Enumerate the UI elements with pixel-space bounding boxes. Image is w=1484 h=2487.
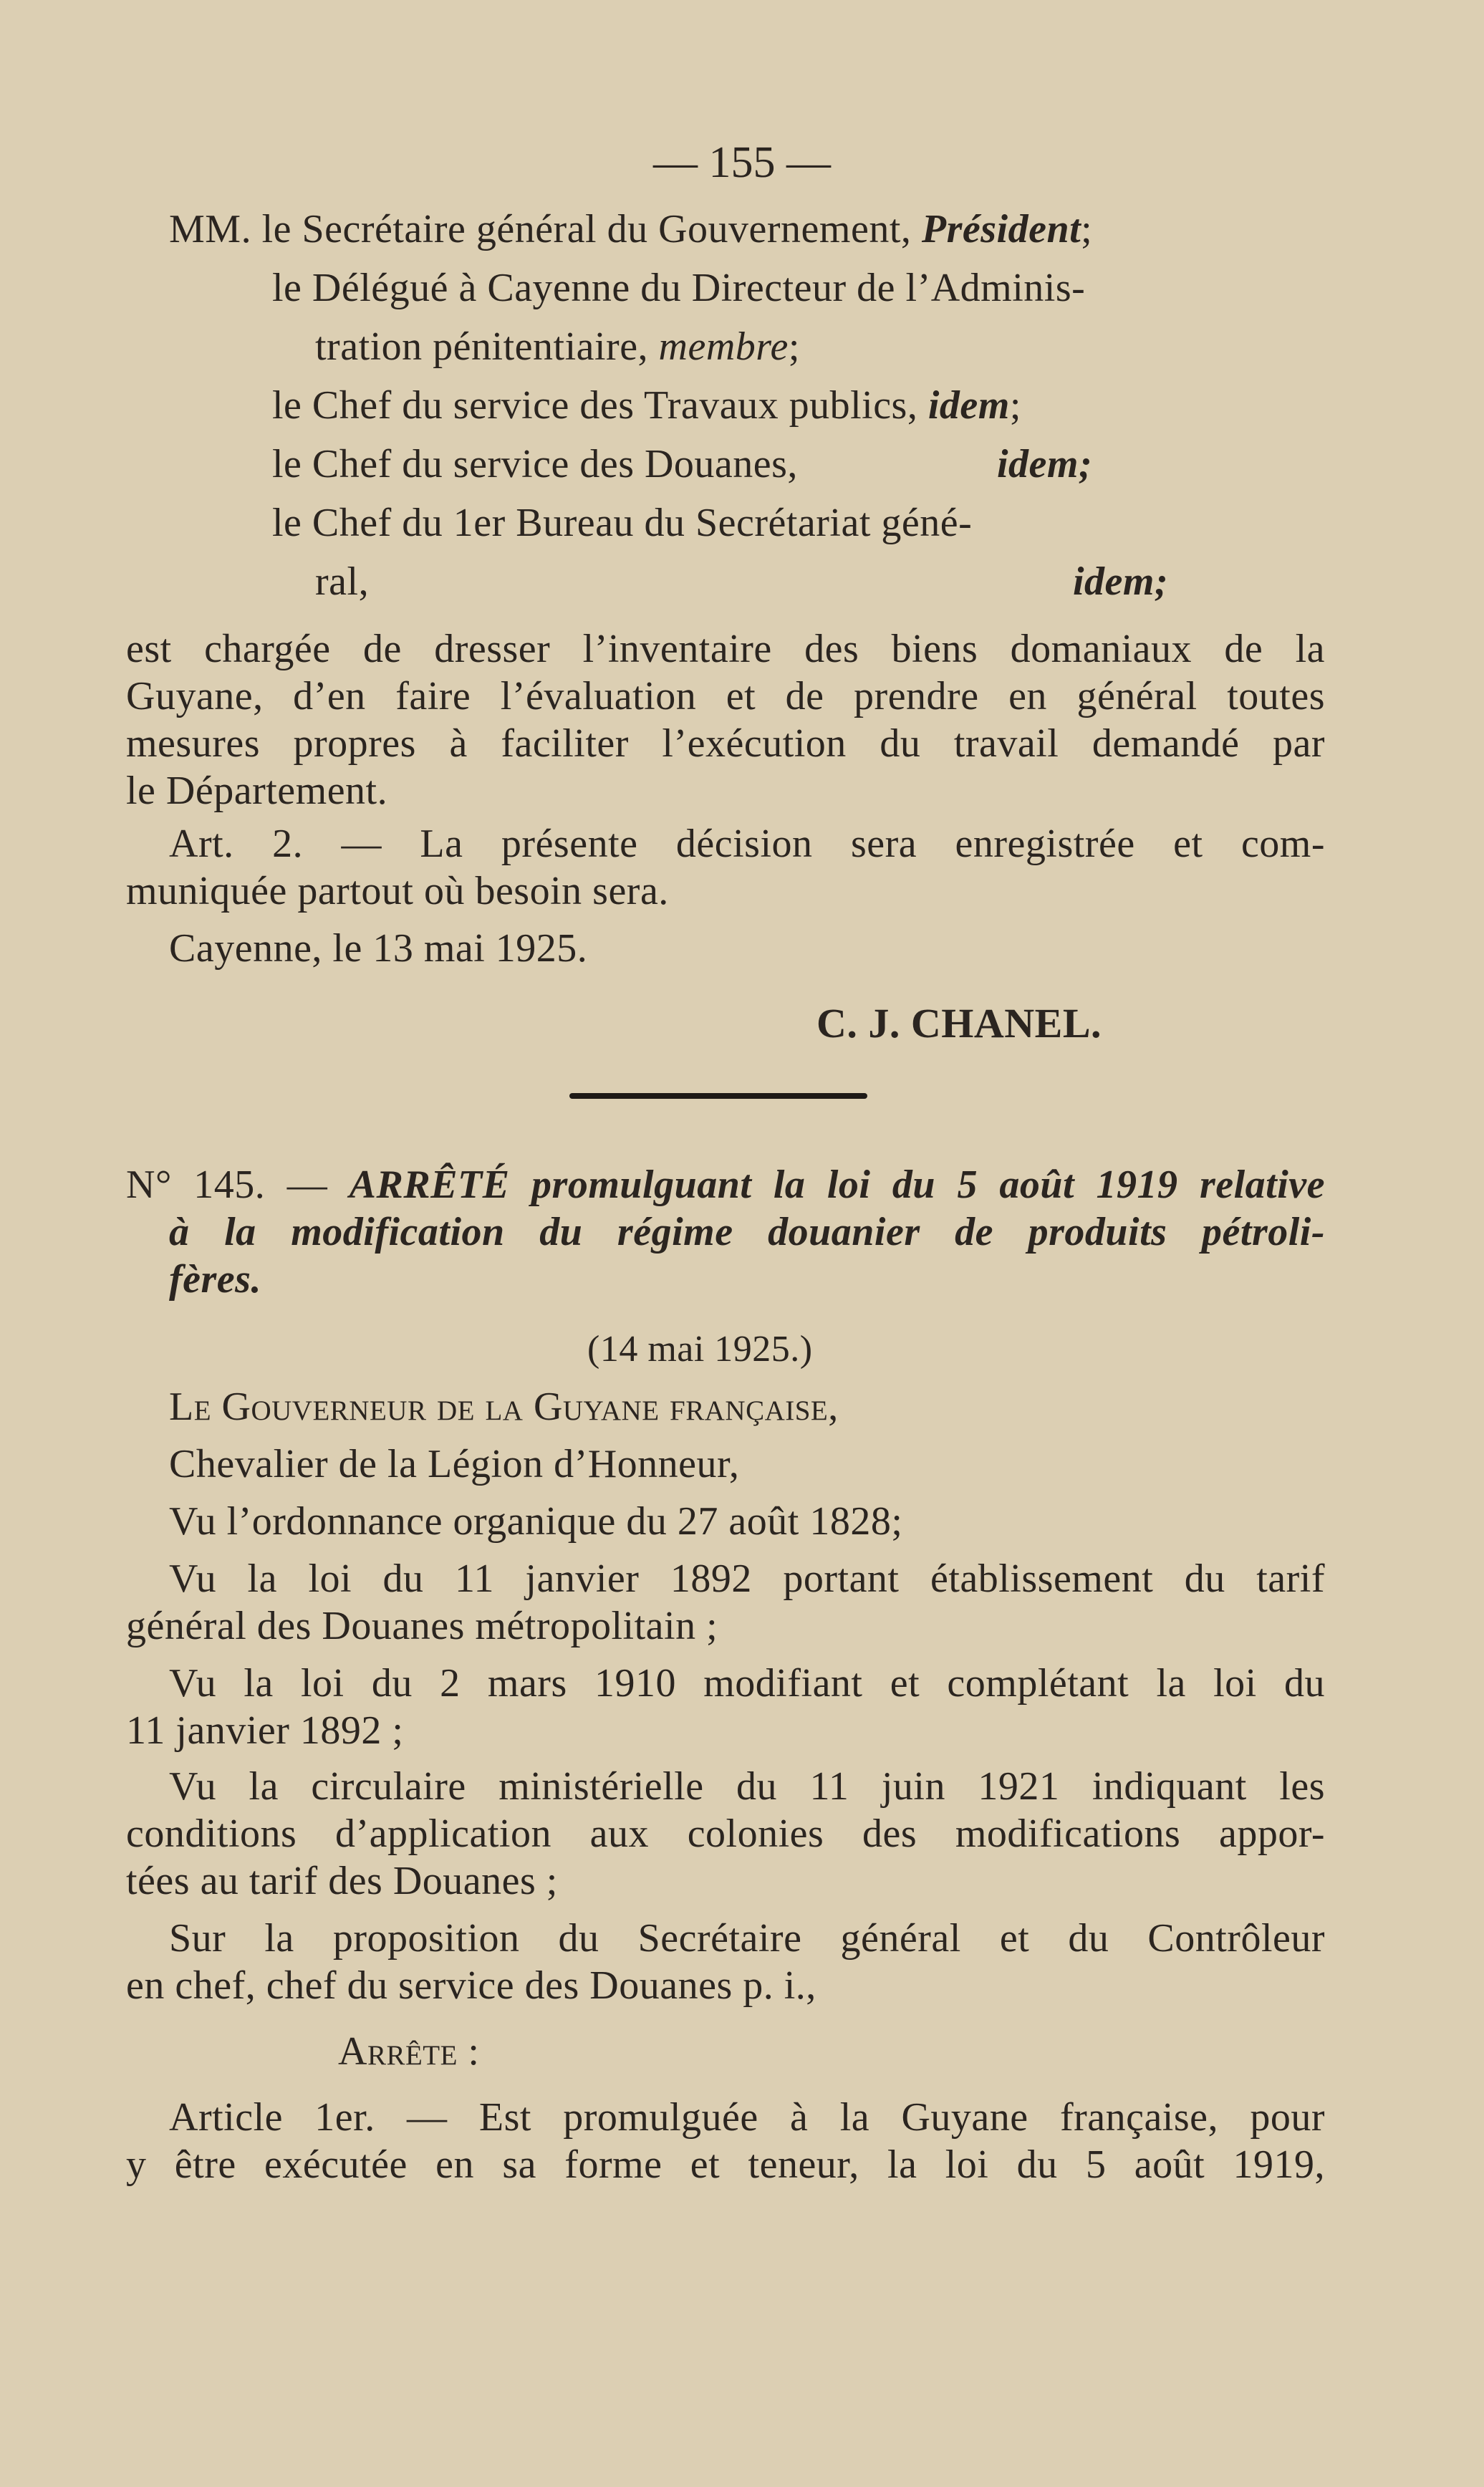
article1-line-1: Article 1er. — Est promulguée à la Guyane française, pour xyxy=(169,2095,1325,2140)
arrete-number: N° 145. — xyxy=(126,1163,328,1207)
article1-line-2: y être exécutée en sa forme et teneur, la loi du 5 août 1919, xyxy=(126,2142,1325,2187)
arrete-date: (14 mai 1925.) xyxy=(587,1329,813,1370)
vu-loi-1910-line-1: Vu la loi du 2 mars 1910 modifiant et complétant la loi du xyxy=(169,1661,1325,1706)
art2-line-1: Art. 2. — La présente décision sera enregistrée et com- xyxy=(169,822,1325,866)
committee-line-6: le Chef du 1er Bureau du Secrétariat géné- xyxy=(272,501,973,545)
committee-line-4-text: le Chef du service des Travaux publics, xyxy=(272,383,918,428)
committee-line-2: le Délégué à Cayenne du Directeur de l’Adminis- xyxy=(272,266,1086,310)
committee-line-1 xyxy=(169,209,1092,249)
sur-proposition-line-1: Sur la proposition du Secrétaire général et du Contrôleur xyxy=(169,1916,1325,1961)
para1-line-1: est chargée de dresser l’inventaire des biens domaniaux de la xyxy=(126,627,1325,671)
para1-line-3: mesures propres à faciliter l’exécution du travail demandé par xyxy=(126,721,1325,766)
art2-line-2: muniquée partout où besoin sera. xyxy=(126,869,669,913)
committee-line-3 xyxy=(315,324,800,369)
arrete-title-line-1 xyxy=(126,1165,1325,1205)
membre-label: membre xyxy=(658,324,789,369)
arrete-title-1: ARRÊTÉ promulguant la loi du 5 août 1919 relative xyxy=(349,1163,1325,1207)
committee-line-3-punct: ; xyxy=(788,324,800,369)
vu-ordonnance: Vu l’ordonnance organique du 27 août 1828; xyxy=(169,1499,903,1544)
committee-line-7-text: ral, xyxy=(315,559,370,604)
idem-label-2 xyxy=(997,444,1092,484)
committee-line-4 xyxy=(272,383,1021,428)
idem-label-3: idem; xyxy=(1073,559,1169,604)
arrete-title-line-2: à la modification du régime douanier de produits pétroli- xyxy=(169,1210,1325,1254)
arrete-label: Arrête : xyxy=(338,2029,480,2074)
signature: C. J. CHANEL. xyxy=(816,1000,1102,1047)
vu-loi-1910-line-2: 11 janvier 1892 ; xyxy=(126,1708,404,1753)
committee-line-5 xyxy=(272,444,1203,484)
arrete-title-line-3: fères. xyxy=(169,1257,261,1302)
vu-circulaire-line-1: Vu la circulaire ministérielle du 11 juin 1921 indiquant les xyxy=(169,1764,1325,1809)
chevalier-line: Chevalier de la Légion d’Honneur, xyxy=(169,1442,740,1486)
committee-line-4-punct: ; xyxy=(1009,383,1021,428)
committee-line-5-text: le Chef du service des Douanes, xyxy=(272,442,798,486)
committee-line-1-punct: ; xyxy=(1081,207,1093,251)
committee-line-7 xyxy=(315,559,1246,604)
vu-circulaire-line-2: conditions d’application aux colonies des modifications appor- xyxy=(126,1812,1325,1856)
vu-circulaire-line-3: tées au tarif des Douanes ; xyxy=(126,1859,558,1903)
page-number: — 155 — xyxy=(653,138,831,187)
committee-line-5-punct: ; xyxy=(1078,442,1093,486)
gouverneur-line: Le Gouverneur de la Guyane française, xyxy=(169,1385,839,1429)
para1-line-4: le Département. xyxy=(126,769,388,813)
idem-label-1: idem xyxy=(928,383,1010,428)
committee-line-1-text: MM. le Secrétaire général du Gouvernement, xyxy=(169,207,912,251)
vu-loi-1892-line-1: Vu la loi du 11 janvier 1892 portant établissement du tarif xyxy=(169,1557,1325,1601)
committee-line-3-text: tration pénitentiaire, xyxy=(315,324,649,369)
place-date: Cayenne, le 13 mai 1925. xyxy=(169,926,588,971)
vu-loi-1892-line-2: général des Douanes métropolitain ; xyxy=(126,1604,718,1648)
section-divider xyxy=(569,1093,867,1099)
idem-label-2-text: idem xyxy=(997,442,1079,486)
para1-line-2: Guyane, d’en faire l’évaluation et de prendre en général toutes xyxy=(126,674,1325,718)
sur-proposition-line-2: en chef, chef du service des Douanes p. i., xyxy=(126,1963,816,2008)
president-label: Président xyxy=(921,207,1081,251)
